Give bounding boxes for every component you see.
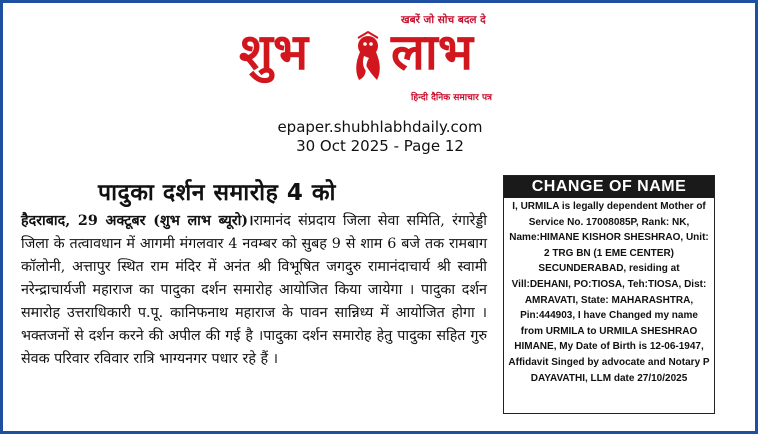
- notice-title: CHANGE OF NAME: [504, 176, 714, 198]
- article-dateline: हैदराबाद, 29 अक्टूबर (शुभ लाभ ब्यूरो)।: [21, 213, 254, 229]
- logo-text-shubh: शुभ: [239, 23, 309, 81]
- ganesha-emblem-icon: [345, 30, 391, 84]
- edition-info: [230, 118, 530, 156]
- article-body: [21, 210, 487, 371]
- masthead-tagline: खबरें जो सोच बदल दे: [401, 14, 486, 26]
- article-headline: पादुका दर्शन समारोह 4 को: [98, 180, 336, 206]
- article-text: रामानंद संप्रदाय जिला सेवा समिति, रंगारेड्डी जिला के तत्वावधान में आगमी मंगलवार 4 नवम्बर को सुबह 9 से शाम 6 बजे तक रामबाग कॉलोनी, अत्तापुर स्थित राम मंदिर में अनंत श्री विभूषित जगदुरु रामानंदाचार्य श्री स्वामी नरेन्द्राचार्यजी महाराज का पादुका दर्शन समारोह आयोजित किया जायेगा । पादुका दर्शन समारोह उत्तराधिकारी प.पू. कानिफनाथ महाराज के पावन सान्निध्य में आयोजित होगा । भक्तजनों से दर्शन करने की अपील की गई है ।पादुका दर्शन समारोह हेतु पादुका सहित गुरु सेवक परिवार रविवार रात्रि भाग्यनगर पधार रहे हैं ।: [21, 213, 487, 367]
- logo-text-labh: लाभ: [391, 23, 473, 81]
- change-of-name-notice: [503, 175, 715, 414]
- epaper-url: epaper.shubhlabhdaily.com: [277, 118, 483, 136]
- notice-text: I, URMILA is legally dependent Mother of Service No. 17008085P, Rank: NK, Name:HIMANE KISHOR SHESHRAO, Unit: 2 TRG BN (1 EME CENTER) SECUNDERABAD, residing at Vill:DEHANI, PO:TIOSA, Teh:TIOSA, Dist: AMRAVATI, State: MAHARASHTRA, Pin:444903, I have Changed my name from URMILA to URMILA SHESHRAO HIMANE, My Date of Birth is 12-06-1947, Affidavit Singed by advocate and Notary P DAYAVATHI, LLM date 27/10/2025: [508, 201, 710, 384]
- newspaper-masthead: [231, 8, 527, 110]
- edition-date-page: 30 Oct 2025 - Page 12: [296, 137, 464, 155]
- masthead-subtagline: हिन्दी दैनिक समाचार पत्र: [411, 93, 493, 103]
